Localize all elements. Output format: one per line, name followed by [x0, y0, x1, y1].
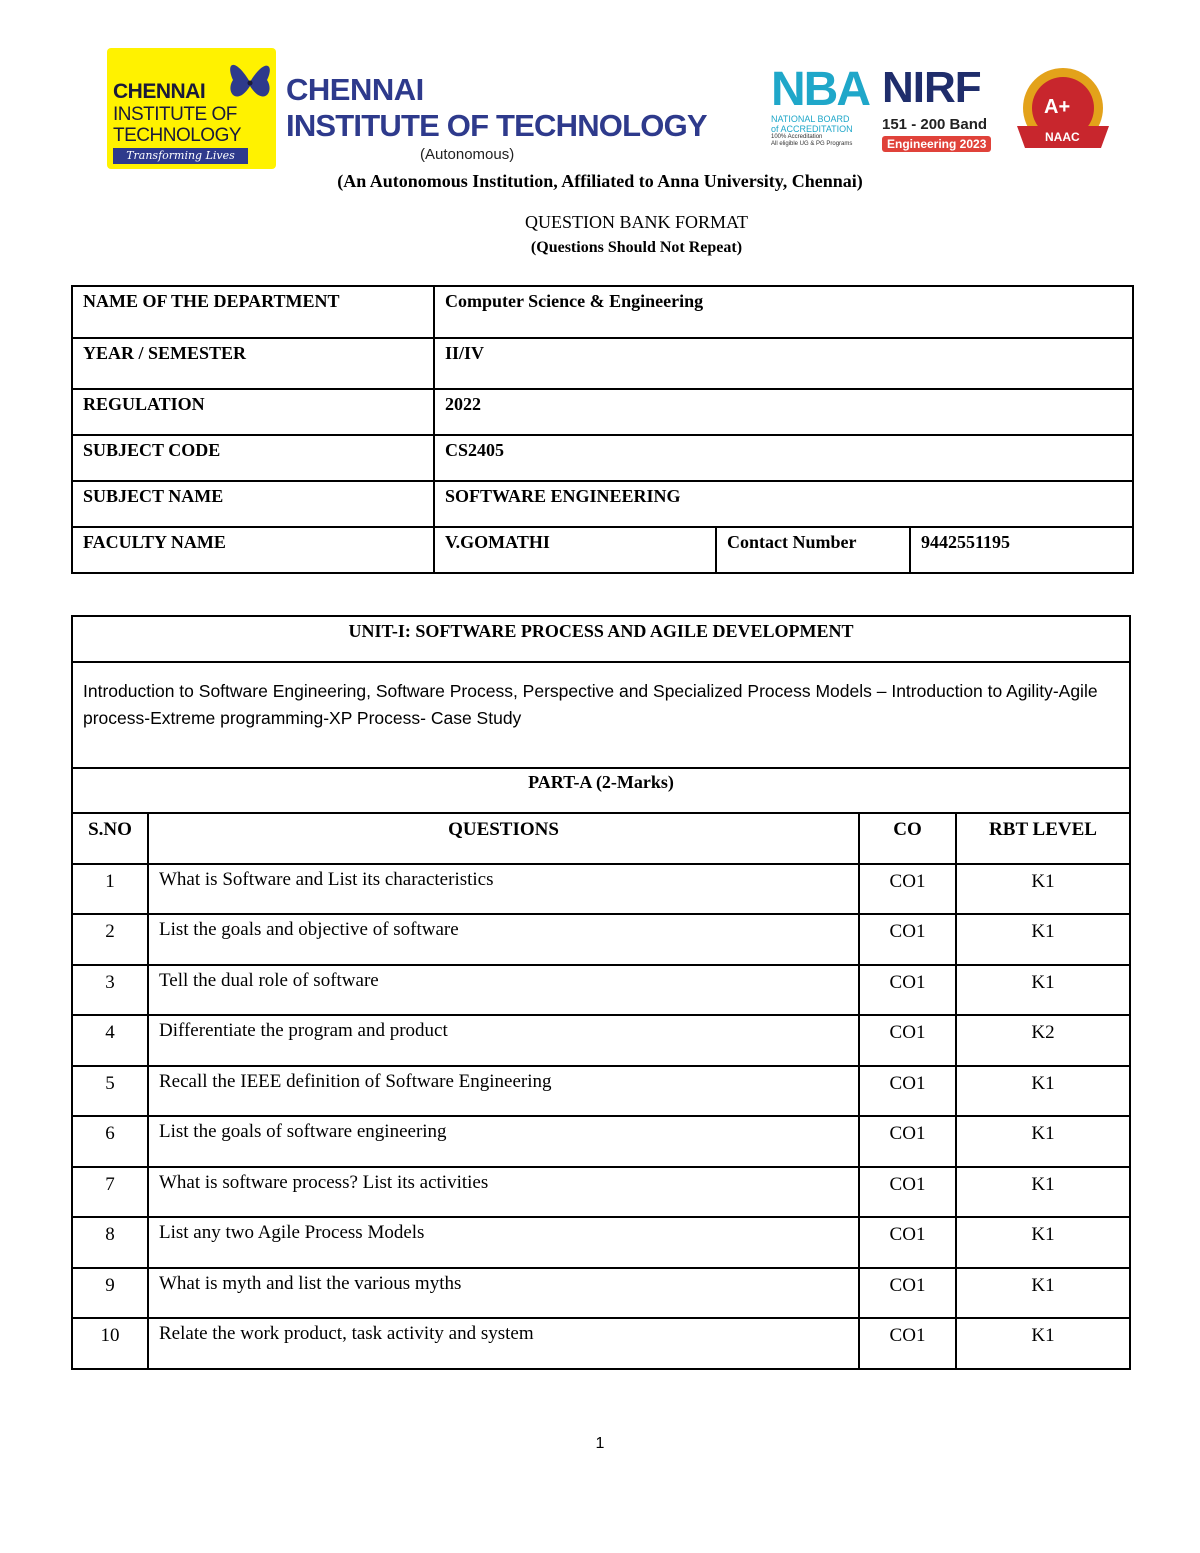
question-rbt: K1 — [956, 1116, 1130, 1167]
nirf-logo — [882, 63, 1002, 153]
question-number: 3 — [72, 965, 148, 1015]
table-row — [72, 1268, 1130, 1318]
question-co: CO1 — [859, 1318, 956, 1369]
nba-title: NBA — [771, 63, 869, 116]
institute-name-line1: CHENNAI — [286, 72, 424, 107]
faculty-label: FACULTY NAME — [72, 527, 434, 573]
nba-line3: 100% Accreditation — [771, 134, 823, 140]
naac-grade: A+ — [1044, 96, 1071, 118]
table-row — [72, 1217, 1130, 1268]
autonomous-label: (Autonomous) — [420, 146, 515, 163]
nirf-band: 151 - 200 Band — [882, 116, 988, 133]
question-text: What is software process? List its activities — [148, 1167, 859, 1217]
column-header-co: CO — [859, 813, 956, 864]
question-text: Differentiate the program and product — [148, 1015, 859, 1066]
table-row — [72, 965, 1130, 1015]
question-co: CO1 — [859, 1066, 956, 1116]
butterfly-icon — [225, 52, 275, 112]
question-co: CO1 — [859, 1015, 956, 1066]
subject-name-value: SOFTWARE ENGINEERING — [434, 481, 1133, 527]
question-co: CO1 — [859, 914, 956, 965]
column-header-questions: QUESTIONS — [148, 813, 859, 864]
regulation-value: 2022 — [434, 389, 1133, 435]
logo-text-line1: CHENNAI — [113, 80, 206, 103]
question-number: 4 — [72, 1015, 148, 1066]
page-number: 1 — [595, 1435, 605, 1452]
question-number: 6 — [72, 1116, 148, 1167]
nba-line4: All eligible UG & PG Programs — [771, 141, 853, 147]
question-rbt: K1 — [956, 965, 1130, 1015]
table-row — [72, 914, 1130, 965]
info-row-subject-name — [72, 481, 1133, 527]
question-text: List the goals of software engineering — [148, 1116, 859, 1167]
nba-line2: of ACCREDITATION — [771, 124, 853, 134]
question-number: 7 — [72, 1167, 148, 1217]
nba-line1: NATIONAL BOARD — [771, 114, 850, 124]
part-row — [72, 768, 1130, 813]
question-rbt: K1 — [956, 1318, 1130, 1369]
course-info-table — [71, 285, 1134, 574]
question-number: 5 — [72, 1066, 148, 1116]
question-rbt: K1 — [956, 1268, 1130, 1318]
question-text: List any two Agile Process Models — [148, 1217, 859, 1268]
info-row-faculty — [72, 527, 1133, 573]
table-row — [72, 1318, 1130, 1369]
info-row-regulation — [72, 389, 1133, 435]
subject-code-value: CS2405 — [434, 435, 1133, 481]
contact-label: Contact Number — [716, 527, 910, 573]
info-row-department — [72, 286, 1133, 338]
unit-title: UNIT-I: SOFTWARE PROCESS AND AGILE DEVELOPMENT — [72, 616, 1130, 662]
table-row — [72, 1015, 1130, 1066]
year-label: YEAR / SEMESTER — [72, 338, 434, 389]
table-row — [72, 1116, 1130, 1167]
question-rbt: K1 — [956, 1066, 1130, 1116]
question-number: 10 — [72, 1318, 148, 1369]
question-number: 8 — [72, 1217, 148, 1268]
column-header-rbt: RBT LEVEL — [956, 813, 1130, 864]
question-text: Recall the IEEE definition of Software Engineering — [148, 1066, 859, 1116]
question-text: Relate the work product, task activity and system — [148, 1318, 859, 1369]
question-co: CO1 — [859, 1268, 956, 1318]
unit-title-row — [72, 616, 1130, 662]
question-co: CO1 — [859, 1167, 956, 1217]
nirf-label: Engineering 2023 — [882, 136, 991, 152]
logo-text-line3: TECHNOLOGY — [113, 125, 242, 146]
question-text: What is myth and list the various myths — [148, 1268, 859, 1318]
department-value: Computer Science & Engineering — [434, 286, 1133, 338]
unit-questions-table — [71, 615, 1131, 1370]
questions-body — [72, 864, 1130, 1369]
question-number: 2 — [72, 914, 148, 965]
faculty-value: V.GOMATHI — [434, 527, 716, 573]
naac-label: NAAC — [1045, 130, 1080, 144]
table-row — [72, 1066, 1130, 1116]
question-rbt: K1 — [956, 914, 1130, 965]
nirf-title: NIRF — [882, 63, 981, 112]
nba-logo — [771, 63, 869, 158]
part-heading: PART-A (2-Marks) — [72, 768, 1130, 813]
subject-code-label: SUBJECT CODE — [72, 435, 434, 481]
table-row — [72, 1167, 1130, 1217]
column-header-sno: S.NO — [72, 813, 148, 864]
info-row-year — [72, 338, 1133, 389]
logo-text-line2: INSTITUTE OF — [113, 104, 237, 125]
question-text: List the goals and objective of software — [148, 914, 859, 965]
naac-seal — [1013, 64, 1113, 164]
document-subtitle: (Questions Should Not Repeat) — [530, 239, 743, 256]
regulation-label: REGULATION — [72, 389, 434, 435]
info-row-subject-code — [72, 435, 1133, 481]
document-title: QUESTION BANK FORMAT — [524, 212, 748, 232]
question-co: CO1 — [859, 1116, 956, 1167]
table-header-row — [72, 813, 1130, 864]
institute-logo — [107, 48, 276, 169]
year-value: II/IV — [434, 338, 1133, 389]
subject-name-label: SUBJECT NAME — [72, 481, 434, 527]
question-co: CO1 — [859, 965, 956, 1015]
question-number: 9 — [72, 1268, 148, 1318]
question-co: CO1 — [859, 864, 956, 914]
syllabus-row — [72, 662, 1130, 768]
question-rbt: K1 — [956, 864, 1130, 914]
question-text: Tell the dual role of software — [148, 965, 859, 1015]
question-rbt: K1 — [956, 1167, 1130, 1217]
department-label: NAME OF THE DEPARTMENT — [72, 286, 434, 338]
institute-name — [286, 74, 707, 141]
institute-name-line2: INSTITUTE OF TECHNOLOGY — [286, 108, 707, 143]
question-text: What is Software and List its characteristics — [148, 864, 859, 914]
logo-tagline: Transforming Lives — [113, 148, 248, 164]
affiliation-text: (An Autonomous Institution, Affiliated to Anna University, Chennai) — [337, 171, 863, 191]
unit-syllabus: Introduction to Software Engineering, Software Process, Perspective and Specialized Process Models – Introduction to Agility-Agile process-Extreme programming-XP Process- Case Study — [72, 662, 1130, 768]
question-co: CO1 — [859, 1217, 956, 1268]
question-rbt: K2 — [956, 1015, 1130, 1066]
contact-value: 9442551195 — [910, 527, 1133, 573]
question-rbt: K1 — [956, 1217, 1130, 1268]
question-number: 1 — [72, 864, 148, 914]
table-row — [72, 864, 1130, 914]
